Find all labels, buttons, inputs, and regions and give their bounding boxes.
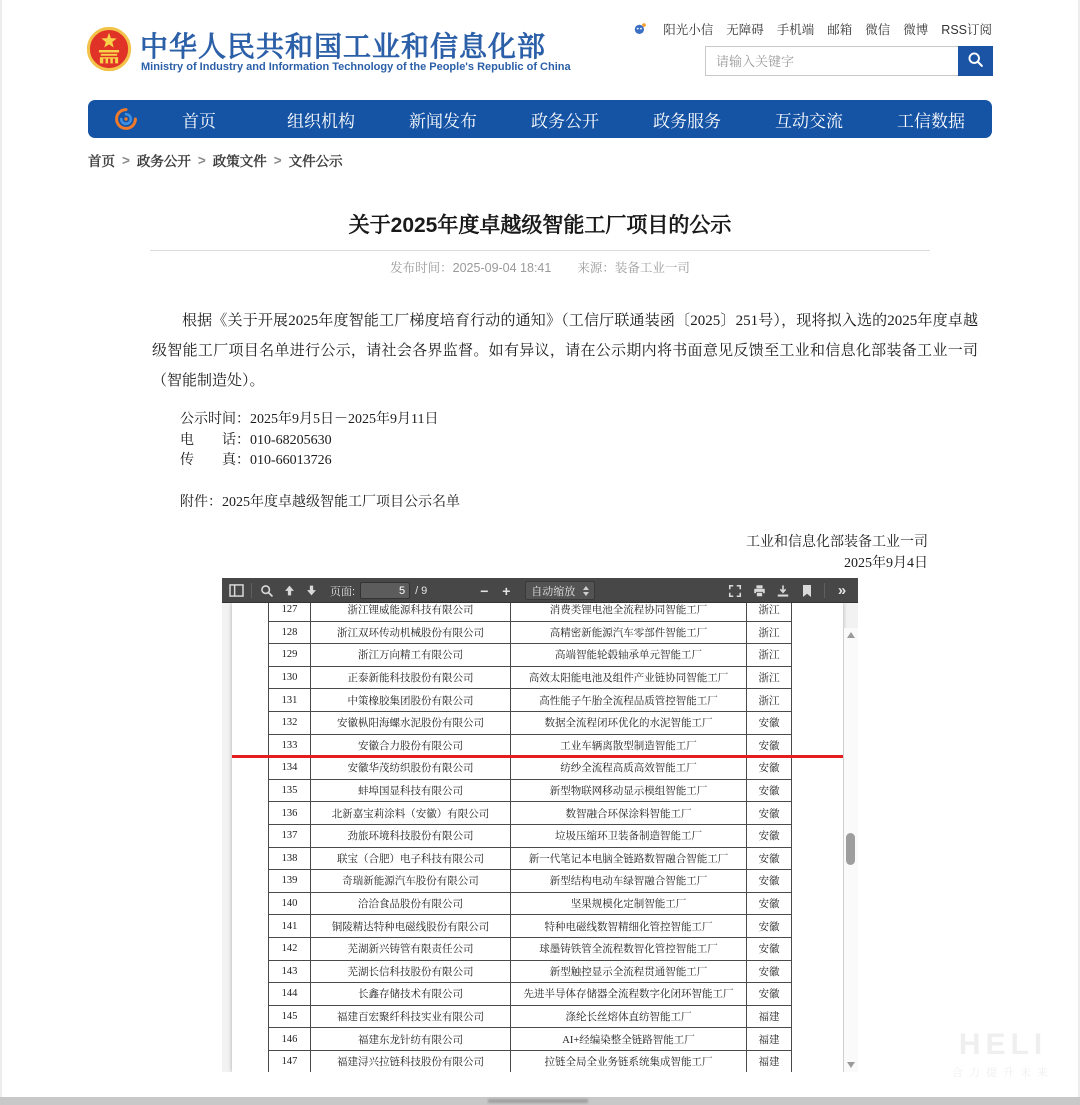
cell-company: 安徽合力股份有限公司: [311, 734, 511, 757]
cell-project: 球墨铸铁管全流程数智化管控智能工厂: [511, 937, 747, 960]
heli-logo-text: HELI: [958, 1028, 1048, 1061]
cell-company: 福建百宏聚纤科技实业有限公司: [311, 1005, 511, 1028]
article-title: 关于2025年度卓越级智能工厂项目的公示: [348, 214, 732, 237]
cell-project: 拉链全局全业务链系统集成智能工厂: [511, 1050, 747, 1072]
print-icon: [752, 584, 767, 598]
publish-time-label: 发布时间：: [390, 261, 453, 275]
find-button[interactable]: [256, 581, 278, 600]
zoom-mode-value: 自动缩放: [531, 585, 576, 598]
nav-items: [138, 107, 992, 132]
table-row: [269, 892, 792, 915]
table-row: [269, 870, 792, 893]
search-input[interactable]: [705, 46, 958, 76]
search-button[interactable]: [958, 46, 993, 76]
cell-project: 特种电磁线数智精细化管控智能工厂: [511, 915, 747, 938]
nav-item[interactable]: 互动交流: [775, 111, 843, 131]
cell-company: 芜湖长信科技股份有限公司: [311, 960, 511, 983]
breadcrumb-item[interactable]: 文件公示: [288, 154, 343, 169]
article-body: [152, 306, 978, 574]
phone-line: 电 话：010-68205630: [180, 432, 332, 448]
project-table-body: [269, 603, 792, 1072]
cell-no: 128: [269, 621, 311, 644]
arrow-up-icon: [283, 584, 296, 597]
pdf-viewer: [222, 578, 858, 1072]
main-nav: [88, 100, 992, 138]
cell-company: 福建东龙针纺有限公司: [311, 1028, 511, 1051]
cell-project: 垃圾压缩环卫装备制造智能工厂: [511, 824, 747, 847]
cell-province: 安徽: [747, 802, 792, 825]
cell-no: 137: [269, 824, 311, 847]
scroll-up-icon[interactable]: [847, 632, 855, 638]
cell-project: 新型结构电动车绿智融合智能工厂: [511, 870, 747, 893]
cell-project: 高端智能轮毂轴承单元智能工厂: [511, 644, 747, 667]
page-number-input[interactable]: [360, 582, 410, 599]
toolbar-separator: [824, 583, 825, 598]
bookmark-button[interactable]: [796, 581, 818, 600]
table-row: [269, 621, 792, 644]
table-row: [269, 689, 792, 712]
quick-link[interactable]: 微信: [865, 23, 891, 37]
cell-no: 139: [269, 870, 311, 893]
cell-company: 浙江万向精工有限公司: [311, 644, 511, 667]
cell-company: 芜湖新兴铸管有限责任公司: [311, 937, 511, 960]
zoom-mode-select[interactable]: [525, 581, 595, 600]
cell-province: 福建: [747, 1050, 792, 1072]
page-total: / 9: [415, 584, 428, 597]
cell-company: 联宝（合肥）电子科技有限公司: [311, 847, 511, 870]
find-icon: [260, 584, 274, 598]
cell-company: 浙江锂威能源科技有限公司: [311, 603, 511, 621]
cell-project: 高精密新能源汽车零部件智能工厂: [511, 621, 747, 644]
sunshine-assistant-icon: [633, 22, 647, 36]
table-row: [269, 644, 792, 667]
cell-no: 143: [269, 960, 311, 983]
nav-item[interactable]: 组织机构: [287, 111, 355, 131]
cell-project: 消费类锂电池全流程协同智能工厂: [511, 603, 747, 621]
cell-province: 安徽: [747, 915, 792, 938]
cell-no: 133: [269, 734, 311, 757]
cell-no: 131: [269, 689, 311, 712]
toolbar-right-group: [724, 581, 855, 600]
cell-no: 136: [269, 802, 311, 825]
bookmark-icon: [801, 584, 813, 598]
cell-company: 正泰新能科技股份有限公司: [311, 666, 511, 689]
cell-province: 安徽: [747, 847, 792, 870]
cell-no: 130: [269, 666, 311, 689]
notice-period-line: 公示时间：2025年9月5日－2025年9月11日: [180, 412, 439, 427]
sidebar-toggle-icon: [229, 584, 244, 597]
page-label: 页面:: [330, 585, 356, 598]
cell-project: 涤纶长丝熔体直纺智能工厂: [511, 1005, 747, 1028]
source-value: 装备工业一司: [614, 261, 690, 275]
cell-company: 北新嘉宝莉涂料（安徽）有限公司: [311, 802, 511, 825]
cell-company: 劲旅环境科技股份有限公司: [311, 824, 511, 847]
attachment-link[interactable]: 附件：2025年度卓越级智能工厂项目公示名单: [180, 494, 460, 510]
heli-watermark: [952, 1028, 1054, 1080]
table-row: [269, 757, 792, 780]
cell-company: 福建浔兴拉链科技股份有限公司: [311, 1050, 511, 1072]
zoom-out-button[interactable]: −: [480, 582, 489, 599]
cell-no: 141: [269, 915, 311, 938]
cell-no: 142: [269, 937, 311, 960]
presentation-mode-button[interactable]: [724, 581, 746, 600]
toolbar-separator: [251, 583, 252, 598]
cell-no: 132: [269, 711, 311, 734]
cell-no: 144: [269, 983, 311, 1006]
cell-project: AI+经编染整全链路智能工厂: [511, 1028, 747, 1051]
heli-slogan: 合力提升未来: [952, 1067, 1054, 1079]
cell-project: 高效太阳能电池及组件产业链协同智能工厂: [511, 666, 747, 689]
table-row: [269, 937, 792, 960]
table-row: [269, 779, 792, 802]
cell-no: 147: [269, 1050, 311, 1072]
cell-company: 长鑫存储技术有限公司: [311, 983, 511, 1006]
cell-project: 工业车辆离散型制造智能工厂: [511, 734, 747, 757]
table-row: [269, 711, 792, 734]
quick-link[interactable]: RSS订阅: [941, 23, 992, 37]
cell-province: 浙江: [747, 621, 792, 644]
quick-link[interactable]: 无障碍: [726, 23, 764, 37]
table-row: [269, 1050, 792, 1072]
breadcrumb-separator: >: [122, 152, 130, 168]
select-carets-icon: [583, 586, 589, 596]
breadcrumb-separator: >: [197, 152, 206, 168]
cell-province: 安徽: [747, 734, 792, 757]
cell-project: 先进半导体存储器全流程数字化闭环智能工厂: [511, 983, 747, 1006]
quick-link[interactable]: 邮箱: [827, 23, 853, 37]
cell-province: 安徽: [747, 779, 792, 802]
cell-no: 129: [269, 644, 311, 667]
cell-no: 145: [269, 1005, 311, 1028]
national-emblem-logo: [86, 24, 132, 76]
site-title: 中华人民共和国工业和信息化部: [140, 31, 547, 62]
scroll-down-icon[interactable]: [847, 1062, 855, 1068]
print-button[interactable]: [748, 581, 770, 600]
cell-company: 蚌埠国显科技有限公司: [311, 779, 511, 802]
cell-no: 138: [269, 847, 311, 870]
cell-no: 146: [269, 1028, 311, 1051]
zoom-controls: [473, 581, 595, 600]
cell-province: 安徽: [747, 711, 792, 734]
cell-no: 140: [269, 892, 311, 915]
cell-company: 安徽华茂纺织股份有限公司: [311, 757, 511, 780]
cell-province: 安徽: [747, 960, 792, 983]
cell-province: 安徽: [747, 937, 792, 960]
nav-item[interactable]: 工信数据: [897, 111, 965, 131]
nav-item[interactable]: 首页: [182, 111, 216, 131]
table-row: [269, 666, 792, 689]
cell-no: 127: [269, 603, 311, 621]
breadcrumb-separator: >: [273, 152, 282, 168]
search-icon: [967, 51, 984, 71]
cell-province: 安徽: [747, 983, 792, 1006]
page-down-button[interactable]: [300, 581, 322, 600]
article-meta: [120, 258, 960, 276]
miit-swirl-icon: [114, 107, 138, 131]
pdf-page: [232, 603, 843, 1072]
nav-item[interactable]: 新闻发布: [409, 111, 477, 131]
project-table: [268, 603, 792, 1072]
table-row: [269, 960, 792, 983]
table-row: [269, 1005, 792, 1028]
arrow-down-icon: [305, 584, 318, 597]
cell-province: 福建: [747, 1005, 792, 1028]
cell-company: 铜陵精达特种电磁线股份有限公司: [311, 915, 511, 938]
cell-project: 高性能子午胎全流程品质管控智能工厂: [511, 689, 747, 712]
cell-project: 坚果规模化定制智能工厂: [511, 892, 747, 915]
sidebar-toggle-button[interactable]: [225, 581, 247, 600]
cell-province: 浙江: [747, 666, 792, 689]
cell-company: 奇瑞新能源汽车股份有限公司: [311, 870, 511, 893]
table-row: [269, 915, 792, 938]
cell-project: 数据全流程闭环优化的水泥智能工厂: [511, 711, 747, 734]
cell-company: 中策橡胶集团股份有限公司: [311, 689, 511, 712]
table-row: [269, 983, 792, 1006]
site-subtitle: Ministry of Industry and Information Technology of the People's Republic of China: [141, 61, 571, 73]
cell-no: 135: [269, 779, 311, 802]
cell-province: 福建: [747, 1028, 792, 1051]
table-row: [269, 1028, 792, 1051]
breadcrumb-item[interactable]: 政策文件: [212, 154, 267, 169]
quick-link[interactable]: 微博: [903, 23, 929, 37]
source-label: 来源：: [577, 261, 615, 275]
highlight-underline: [232, 755, 843, 758]
cell-project: 纺纱全流程高质高效智能工厂: [511, 757, 747, 780]
table-row: [269, 802, 792, 825]
cell-project: 新型物联网移动显示模组智能工厂: [511, 779, 747, 802]
footer-smudge: [488, 1099, 588, 1103]
signature-department: 工业和信息化部装备工业一司: [746, 534, 928, 550]
table-row: [269, 734, 792, 757]
cell-project: 新型触控显示全流程贯通智能工厂: [511, 960, 747, 983]
search-bar: [705, 46, 993, 76]
cell-project: 数智融合环保涂料智能工厂: [511, 802, 747, 825]
title-divider: [150, 250, 930, 251]
breadcrumb: [88, 150, 343, 170]
cell-province: 浙江: [747, 644, 792, 667]
table-row: [269, 824, 792, 847]
nav-item[interactable]: 政务服务: [653, 111, 721, 131]
toolbar-overflow-button[interactable]: »: [837, 582, 847, 599]
cell-province: 浙江: [747, 689, 792, 712]
cell-project: 新一代笔记本电脑全链路数智融合智能工厂: [511, 847, 747, 870]
publish-time: 2025-09-04 18:41: [452, 261, 552, 275]
fax-line: 传 真：010-66013726: [180, 453, 332, 468]
table-row: [269, 847, 792, 870]
signature-date: 2025年9月4日: [844, 555, 928, 571]
nav-item[interactable]: 政务公开: [531, 111, 599, 131]
cell-no: 134: [269, 757, 311, 780]
scrollbar-thumb[interactable]: [846, 833, 855, 865]
cell-province: 安徽: [747, 892, 792, 915]
cell-province: 浙江: [747, 603, 792, 621]
download-button[interactable]: [772, 581, 794, 600]
pdf-toolbar: [222, 578, 858, 603]
cell-province: 安徽: [747, 870, 792, 893]
pdf-scrollbar[interactable]: [843, 628, 858, 1072]
download-icon: [776, 584, 790, 598]
table-row: [269, 603, 792, 621]
breadcrumb-item[interactable]: 政务公开: [136, 154, 191, 169]
cell-company: 浙江双环传动机械股份有限公司: [311, 621, 511, 644]
page-up-button[interactable]: [278, 581, 300, 600]
quick-links: [663, 20, 992, 38]
article-paragraph: 根据《关于开展2025年度智能工厂梯度培育行动的通知》（工信厅联通装函〔2025〕251号），现将拟入选的2025年度卓越级智能工厂项目名单进行公示，请社会各界监督。如有异议，请在公示期内将书面意见反馈至工业和信息化部装备工业一司（智能制造处）。: [152, 313, 978, 389]
fullscreen-icon: [728, 584, 742, 598]
cell-company: 安徽枞阳海螺水泥股份有限公司: [311, 711, 511, 734]
cell-province: 安徽: [747, 757, 792, 780]
breadcrumb-item[interactable]: 首页: [88, 154, 115, 169]
zoom-in-button[interactable]: +: [502, 582, 511, 599]
quick-link[interactable]: 手机端: [776, 23, 815, 37]
quick-link[interactable]: 阳光小信: [663, 23, 714, 37]
cell-province: 安徽: [747, 824, 792, 847]
signature-block: [152, 532, 978, 574]
cell-company: 洽洽食品股份有限公司: [311, 892, 511, 915]
pdf-content-area: [222, 603, 858, 1072]
